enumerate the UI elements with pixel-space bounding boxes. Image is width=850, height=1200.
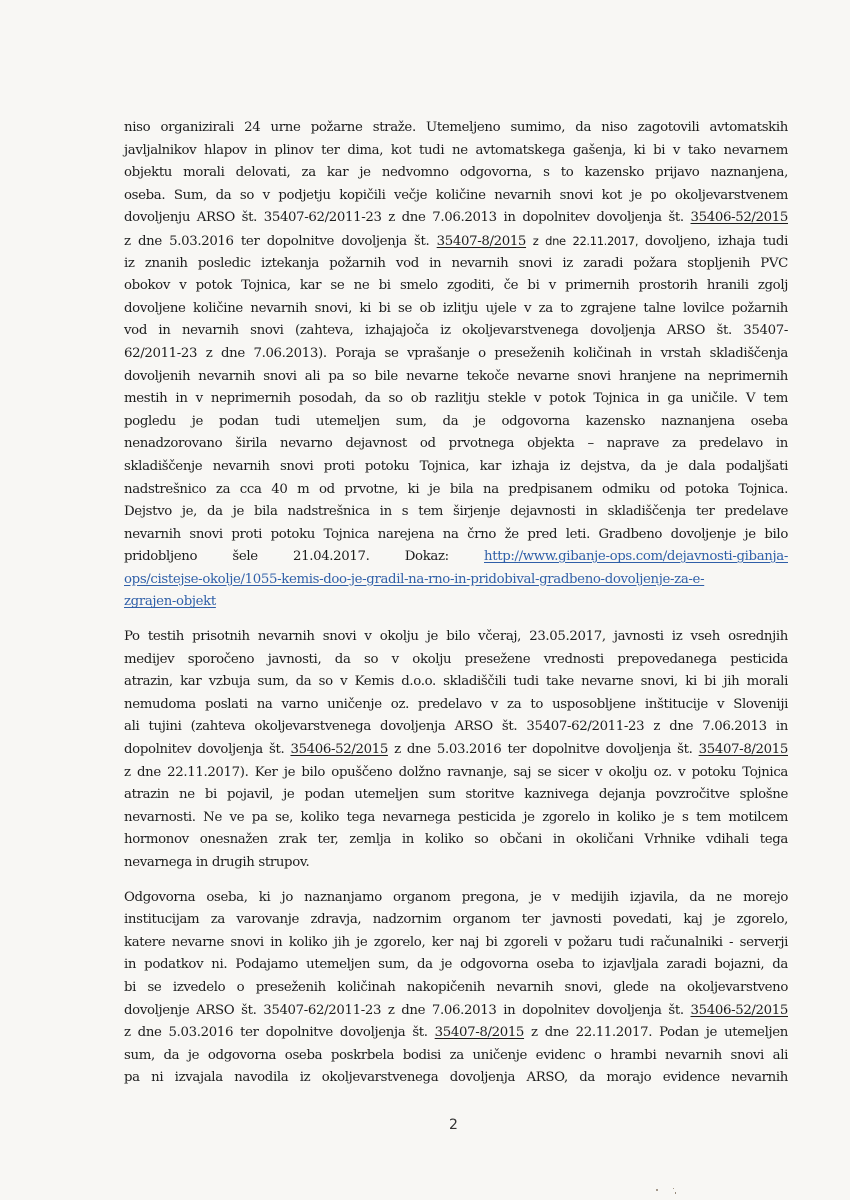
text-line	[124, 207, 788, 230]
text-line: pogledu je podan tudi utemeljen sum, da je odgovorna kazensko naznanjena oseba	[124, 413, 788, 429]
text-line: z dne 22.11.2017). Ker je bilo opuščeno dolžno ravnanje, saj se sicer v okolju oz. v potoku Tojnica	[124, 764, 788, 780]
text-line	[124, 569, 788, 592]
paragraph-gap	[124, 614, 788, 626]
text-line: nevarnih snovi proti potoku Tojnica narejena na črno že pred leti. Gradbeno dovoljenje je bilo	[124, 526, 788, 542]
scan-speck	[675, 1192, 676, 1194]
text-line: bi se izvedelo o preseženih količinah nakopičenih nevarnih snovi, glede na okoljevarstveno	[124, 979, 788, 995]
text-line: objektu morali delovati, za kar je nedvomno odgovorna, s to kazensko prijavo naznanjena,	[124, 165, 788, 181]
text-line: medijev sporočeno javnosti, da so v okolju presežene vrednosti prepovedanega pesticida	[124, 651, 788, 667]
text-line: nenadzorovano širila nevarno dejavnost od prvotnega objekta – naprave za predelavo in	[124, 436, 788, 452]
text-line: hormonov onesnažen zrak ter, zemlja in koliko so občani in okoličani Vrhnike vdihali tega	[124, 832, 788, 848]
text-line	[124, 1022, 788, 1045]
scan-speck	[673, 1188, 674, 1189]
text-segment: dovoljenju ARSO št. 35407-62/2011-23 z dne 7.06.2013 in dopolnitev dovoljenja št.	[124, 210, 691, 226]
text-line: oseba. Sum, da so v podjetju kopičili večje količine nevarnih snovi kot je po okoljevarstvenem	[124, 187, 788, 203]
page-number: 2	[449, 1117, 458, 1133]
paragraph-gap	[124, 875, 788, 887]
text-line: obokov v potok Tojnica, kar se ne bi smelo zgoditi, če bi v primernih prostorih hranili zgolj	[124, 278, 788, 294]
evidence-link[interactable]: http://www.gibanje-ops.com/dejavnosti-gibanja-	[484, 549, 788, 565]
text-line: dovoljene količine nevarnih snovi, ki bi se ob izlitju ujele v za to zgrajene talne lovilce požarnih	[124, 300, 788, 316]
text-segment: dovoljeno, izhaja tudi	[644, 233, 788, 249]
permit-reference: 35406-52/2015	[290, 742, 388, 758]
paragraph-2	[124, 626, 788, 875]
text-line: in podatkov ni. Podajamo utemeljen sum, da je odgovorna oseba to izjavljala zaradi bojazni, da	[124, 957, 788, 973]
text-line: niso organizirali 24 urne požarne straže. Utemeljeno sumimo, da niso zagotovili avtomatskih	[124, 120, 788, 135]
text-segment: z dne 22.11.2017,	[526, 233, 645, 248]
text-line: atrazin, kar vzbuja sum, da so v Kemis d.o.o. skladiščili tudi take nevarne snovi, ki bi jih morali	[124, 674, 788, 690]
text-line: iz znanih posledic iztekanja požarnih vod in nevarnih snovi iz zaradi požara stopljenih PVC	[124, 255, 788, 271]
text-line: nevarnosti. Ne ve pa se, koliko tega nevarnega pesticida je zgorelo in koliko je s tem motilcem	[124, 809, 788, 825]
text-line	[124, 230, 788, 253]
text-line: Odgovorna oseba, ki jo naznanjamo organom pregona, je v medijih izjavila, da ne morejo	[124, 889, 788, 905]
text-line: javljalnikov hlapov in plinov ter dima, kot tudi ne avtomatskega gašenja, ki bi v tako nevarnem	[124, 142, 788, 158]
text-segment: z dne 5.03.2016 ter dopolnitve dovoljenja št.	[387, 742, 699, 758]
permit-reference: 35407-8/2015	[436, 233, 527, 249]
text-segment: z dne 22.11.2017. Podan je utemeljen	[524, 1025, 788, 1041]
text-line: 62/2011-23 z dne 7.06.2013). Poraja se vprašanje o preseženih količinah in vrstah skladiščenja	[124, 345, 788, 361]
text-line: katere nevarne snovi in koliko jih je zgorelo, ker naj bi zgoreli v požaru tudi računalniki - serverji	[124, 934, 788, 950]
text-line	[124, 739, 788, 762]
text-line: Po testih prisotnih nevarnih snovi v okolju je bilo včeraj, 23.05.2017, javnosti iz vseh osrednjih	[124, 629, 788, 645]
text-segment: z dne 5.03.2016 ter dopolnitve dovoljenja št.	[124, 233, 437, 249]
text-line: sum, da je odgovorna oseba poskrbela bodisi za uničenje evidenc o hrambi nevarnih snovi ali	[124, 1047, 788, 1063]
text-segment: dovoljenje ARSO št. 35407-62/2011-23 z dne 7.06.2013 in dopolnitev dovoljenja št.	[124, 1002, 691, 1018]
permit-reference: 35407-8/2015	[698, 742, 788, 758]
permit-reference: 35406-52/2015	[690, 1002, 788, 1018]
text-segment: pridobljeno šele 21.04.2017. Dokaz:	[124, 549, 484, 565]
text-line	[124, 591, 788, 614]
evidence-link[interactable]: zgrajen-objekt	[124, 594, 216, 610]
text-line: pa ni izvajala navodila iz okoljevarstvenega dovoljenja ARSO, da morajo evidence nevarnih	[124, 1070, 788, 1086]
text-line: nevarnega in drugih strupov.	[124, 855, 310, 870]
paragraph-1	[124, 117, 788, 614]
text-line: vod in nevarnih snovi (zahteva, izhajajoča iz okoljevarstvenega dovoljenja ARSO št. 35407-	[124, 323, 788, 339]
text-segment: dopolnitev dovoljenja št.	[124, 742, 291, 758]
paragraph-3	[124, 887, 788, 1090]
text-line: dovoljenih nevarnih snovi ali pa so bile nevarne tekoče nevarne snovi hranjene na neprimernih	[124, 368, 788, 384]
text-line: mestih in v neprimernih posodah, da so ob razlitju stekle v potok Tojnica in ga uničile. V tem	[124, 391, 788, 407]
text-line: ali tujini (zahteva okoljevarstvenega dovoljenja ARSO št. 35407-62/2011-23 z dne 7.06.2013 in	[124, 719, 788, 735]
text-line: skladiščenje nevarnih snovi proti potoku Tojnica, kar izhaja iz dejstva, da je dala podaljšati	[124, 458, 788, 474]
text-line: nemudoma poslati na varno uničenje oz. predelavo v za to usposobljene inštitucije v Sloveniji	[124, 696, 788, 712]
evidence-link[interactable]: ops/cistejse-okolje/1055-kemis-doo-je-gradil-na-rno-in-pridobival-gradbeno-dovoljenje-za-e-	[124, 571, 705, 587]
text-line: nadstrešnico za cca 40 m od prvotne, ki je bila na predpisanem odmiku od potoka Tojnica.	[124, 481, 788, 497]
permit-reference: 35406-52/2015	[690, 210, 788, 226]
text-line: atrazin ne bi pojavil, je podan utemeljen sum storitve kaznivega dejanja povzročitve splošne	[124, 787, 788, 803]
text-segment: z dne 5.03.2016 ter dopolnitve dovoljenja št.	[124, 1025, 435, 1041]
text-line: Dejstvo je, da je bila nadstrešnica in s tem širjenje dejavnosti in skladiščenja ter predelave	[124, 504, 788, 520]
document-body	[124, 117, 788, 1090]
permit-reference: 35407-8/2015	[434, 1025, 525, 1041]
scan-speck	[656, 1189, 658, 1191]
text-line: institucijam za varovanje zdravja, nadzornim organom ter javnosti povedati, kaj je zgorelo,	[124, 912, 788, 928]
text-line	[124, 546, 788, 569]
text-line	[124, 1000, 788, 1023]
